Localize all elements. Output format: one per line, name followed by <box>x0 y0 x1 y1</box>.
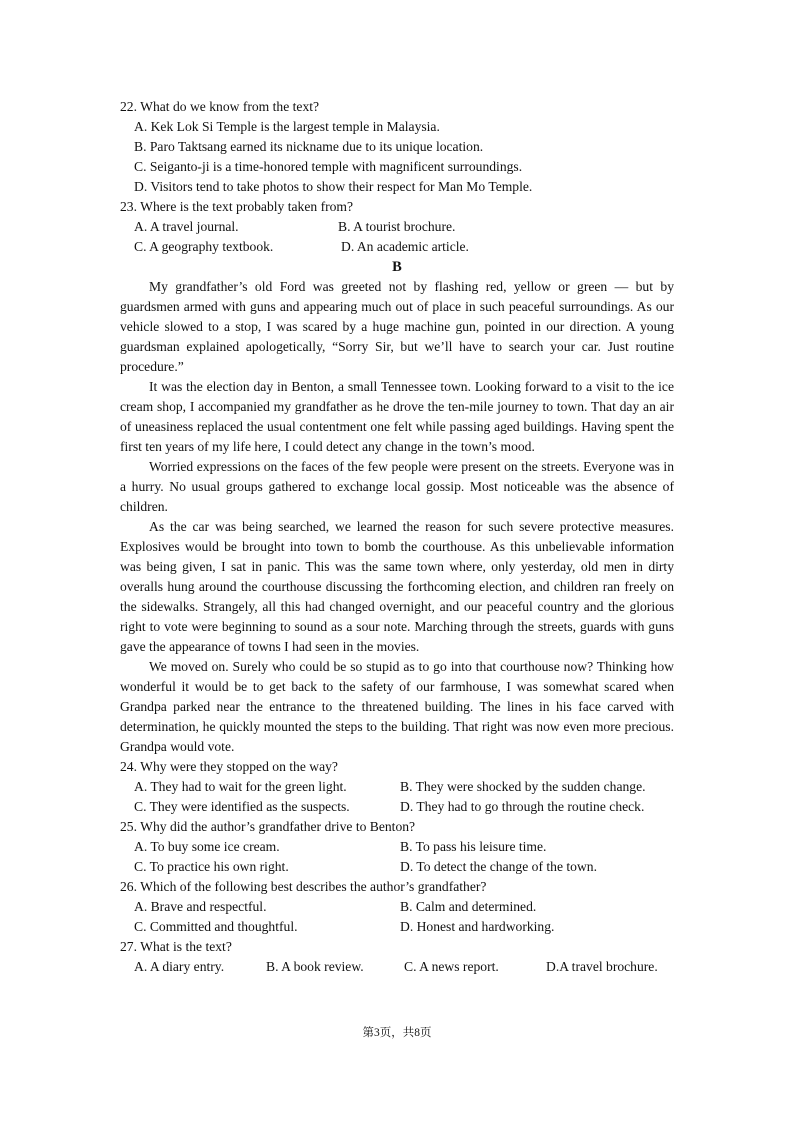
q24-option-b: B. They were shocked by the sudden change. <box>400 779 646 794</box>
question-25: 25. Why did the author’s grandfather drive to Benton? <box>120 819 416 834</box>
q23-option-a: A. A travel journal. <box>134 219 239 234</box>
passage-paragraph-5: We moved on. Surely who could be so stupid as to go into that courthouse now? Thinking how wonderful it would be to get back to the safety of our farmhouse, I was somewhat scared when Grandpa parked near the entrance to the threatened building. The lines in his face carved with determination, he quickly mounted the steps to the building. That right was now even more precious. Grandpa would vote. <box>120 659 674 754</box>
question-27: 27. What is the text? <box>120 939 232 954</box>
q23-option-d: D. An academic article. <box>341 239 469 254</box>
q22-option-a: A. Kek Lok Si Temple is the largest temple in Malaysia. <box>134 119 440 134</box>
q23-option-c: C. A geography textbook. <box>134 239 274 254</box>
q25-option-c: C. To practice his own right. <box>134 859 289 874</box>
q26-option-d: D. Honest and hardworking. <box>400 919 555 934</box>
q27-option-b: B. A book review. <box>266 959 364 974</box>
q24-option-c: C. They were identified as the suspects. <box>134 799 350 814</box>
question-22: 22. What do we know from the text? <box>120 99 320 114</box>
question-23: 23. Where is the text probably taken from? <box>120 199 354 214</box>
passage-paragraph-2: It was the election day in Benton, a small Tennessee town. Looking forward to a visit to the ice cream shop, I accompanied my grandfather as he drove the ten-mile journey to town. That day an air of uneasiness replaced the usual contentment one felt while passing aged buildings. Having spent the first ten years of my life here, I could detect any change in the town’s mood. <box>120 379 674 454</box>
section-b-heading: B <box>392 259 402 275</box>
q27-option-c: C. A news report. <box>404 959 499 974</box>
q25-option-b: B. To pass his leisure time. <box>400 839 547 854</box>
q24-option-d: D. They had to go through the routine check. <box>400 799 645 814</box>
q26-option-b: B. Calm and determined. <box>400 899 537 914</box>
q22-option-b: B. Paro Taktsang earned its nickname due to its unique location. <box>134 139 484 154</box>
page-number-footer: 第3页，共8页 <box>362 1027 432 1039</box>
q27-option-d: D.A travel brochure. <box>546 959 658 974</box>
q24-option-a: A. They had to wait for the green light. <box>134 779 347 794</box>
passage-paragraph-3: Worried expressions on the faces of the few people were present on the streets. Everyone was in a hurry. No usual groups gathered to exchange local gossip. Most noticeable was the absence of children. <box>120 459 674 514</box>
q22-option-d: D. Visitors tend to take photos to show their respect for Man Mo Temple. <box>134 179 533 194</box>
question-24: 24. Why were they stopped on the way? <box>120 759 338 774</box>
passage-paragraph-1: My grandfather’s old Ford was greeted not by flashing red, yellow or green — but by guardsmen armed with guns and appearing much out of place in such peaceful surroundings. As our vehicle slowed to a stop, I was scared by a huge machine gun, pointed in our direction. A young guardsman explained apologetically, “Sorry Sir, but we’ll have to search your car. Just routine procedure.” <box>120 279 674 374</box>
question-26: 26. Which of the following best describes the author’s grandfather? <box>120 879 487 894</box>
q23-option-b: B. A tourist brochure. <box>338 219 456 234</box>
q25-option-a: A. To buy some ice cream. <box>134 839 280 854</box>
q22-option-c: C. Seiganto-ji is a time-honored temple with magnificent surroundings. <box>134 159 523 174</box>
q26-option-c: C. Committed and thoughtful. <box>134 919 298 934</box>
passage-paragraph-4: As the car was being searched, we learned the reason for such severe protective measures. Explosives would be brought into town to bomb the courthouse. As this unbelievable information was being given, I sat in panic. This was the same town where, only yesterday, old men in dirty overalls hung around the courthouse discussing the forthcoming election, and children ran freely on the sidewalks. Strangely, all this had changed overnight, and our peaceful country and the glorious right to vote were beginning to sound as a sour note. Marching through the streets, guards with guns gave the appearance of towns I had seen in the movies. <box>120 519 674 654</box>
q27-option-a: A. A diary entry. <box>134 959 225 974</box>
q25-option-d: D. To detect the change of the town. <box>400 859 597 874</box>
q26-option-a: A. Brave and respectful. <box>134 899 267 914</box>
